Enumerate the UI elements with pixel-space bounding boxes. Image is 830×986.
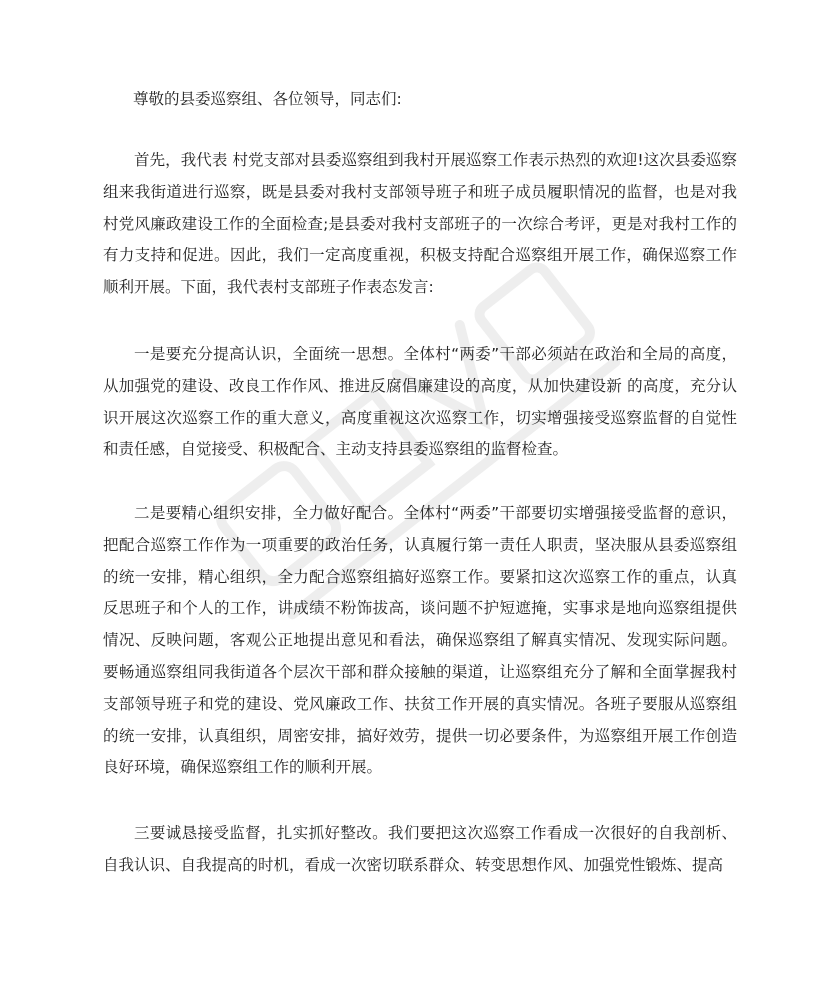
paragraph-point-two: 二是要精心组织安排，全力做好配合。全体村“两委”干部要切实增强接受监督的意识，把配合巡察工作作为一项重要的政治任务，认真履行第一责任人职责，坚决服从县委巡察组的统一安排，精心组织，全力配合巡察组搞好巡察工作。要紧扣这次巡察工作的重点，认真反思班子和个人的工作，讲成绩不粉饰拔高，谈问题不护短遮掩，实事求是地向巡察组提供情况、反映问题，客观公正地提出意见和看法，确保巡察组了解真实情况、发现实际问题。要畅通巡察组同我街道各个层次干部和群众接触的渠道，让巡察组充分了解和全面掌握我村支部领导班子和党的建设、党风廉政工作、扶贫工作开展的真实情况。各班子要服从巡察组的统一安排，认真组织，周密安排，搞好效劳，提供一切必要条件，为巡察组开展工作创造良好环境，确保巡察组工作的顺利开展。 — [103, 504, 737, 777]
paragraph-point-one: 一是要充分提高认识，全面统一思想。全体村“两委”干部必须站在政治和全局的高度，从加强党的建设、改良工作作风、推进反腐倡廉建设的高度，从加快建设新 的高度，充分认识开展这次巡察工作的重大意义，高度重视这次巡察工作，切实增强接受巡察监督的自觉性和责任感，自觉接受、积极配合、主动支持县委巡察组的监督检查。 — [103, 345, 737, 459]
greeting-line: 尊敬的县委巡察组、各位领导，同志们: — [133, 90, 402, 108]
paragraph-point-three: 三要诚恳接受监督，扎实抓好整改。我们要把这次巡察工作看成一次很好的自我剖析、自我认识、自我提高的时机，看成一次密切联系群众、转变思想作风、加强党性锻炼、提高 — [103, 824, 737, 874]
paragraph-opening: 首先，我代表 村党支部对县委巡察组到我村开展巡察工作表示热烈的欢迎!这次县委巡察组来我街道进行巡察，既是县委对我村支部领导班子和班子成员履职情况的监督，也是对我村党风廉政建设工作的全面检查;是县委对我村支部班子的一次综合考评，更是对我村工作的有力支持和促进。因此，我们一定高度重视，积极支持配合巡察组开展工作，确保巡察工作顺利开展。下面，我代表村支部班子作表态发言: — [103, 151, 737, 297]
